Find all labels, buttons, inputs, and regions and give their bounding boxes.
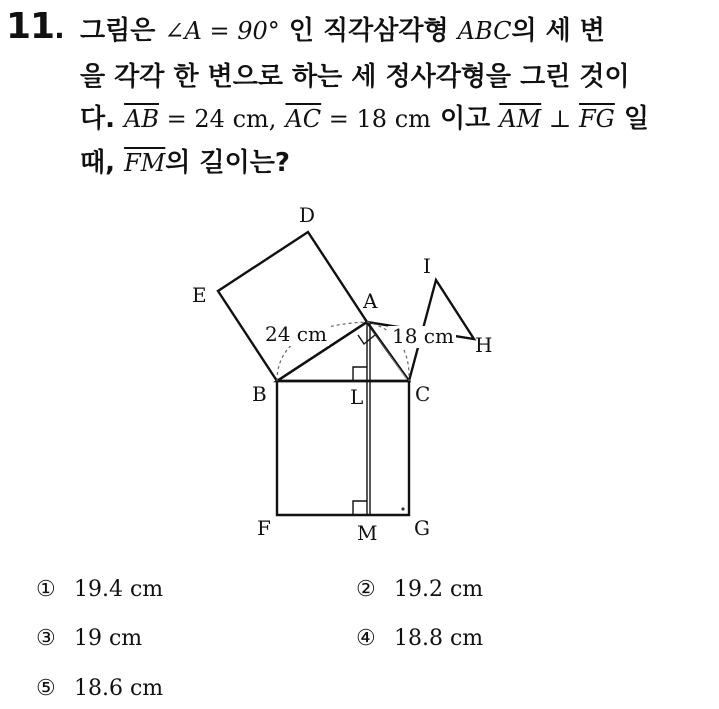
choice-3[interactable]: ③ 19 cm (36, 626, 143, 651)
label-b: B (252, 382, 267, 406)
label-i: I (423, 254, 431, 278)
side-length-ab: 24 cm (265, 322, 327, 346)
question-line-2: 을 각각 한 변으로 하는 세 정사각형을 그린 것이 (80, 62, 630, 92)
square-abde (218, 232, 367, 381)
choice-1[interactable]: ① 19.4 cm (36, 577, 164, 602)
right-angle-mark-l (353, 367, 367, 381)
label-c: C (415, 382, 431, 406)
choice-2[interactable]: ② 19.2 cm (356, 577, 484, 602)
question-line-1: 그림은 ∠A = 90° 인 직각삼각형 ABC의 세 변 (80, 16, 605, 46)
dot-mark (401, 507, 404, 510)
square-bcgf (277, 381, 409, 515)
choice-5[interactable]: ⑤ 18.6 cm (36, 676, 164, 701)
side-length-ac: 18 cm (392, 324, 454, 348)
label-g: G (414, 516, 430, 540)
label-d: D (299, 203, 316, 227)
question-line-3: 다. $\overline{AB} = 24$ cm, $\overline{AC} = 18$ cm 이고 $\overline{AM}$ ⊥ $\overline{FG}$ 일 (80, 104, 650, 134)
geometry-figure (185, 198, 505, 548)
label-m: M (357, 521, 378, 545)
right-angle-mark-m (353, 501, 367, 515)
label-f: F (257, 516, 271, 540)
label-h: H (475, 333, 493, 357)
choice-4[interactable]: ④ 18.8 cm (356, 626, 484, 651)
question-number: 11. (6, 6, 64, 47)
question-line-4: 때, $\overline{FM}$의 길이는? (80, 148, 290, 178)
label-l: L (350, 385, 364, 409)
label-a: A (363, 289, 378, 313)
label-e: E (192, 283, 207, 307)
